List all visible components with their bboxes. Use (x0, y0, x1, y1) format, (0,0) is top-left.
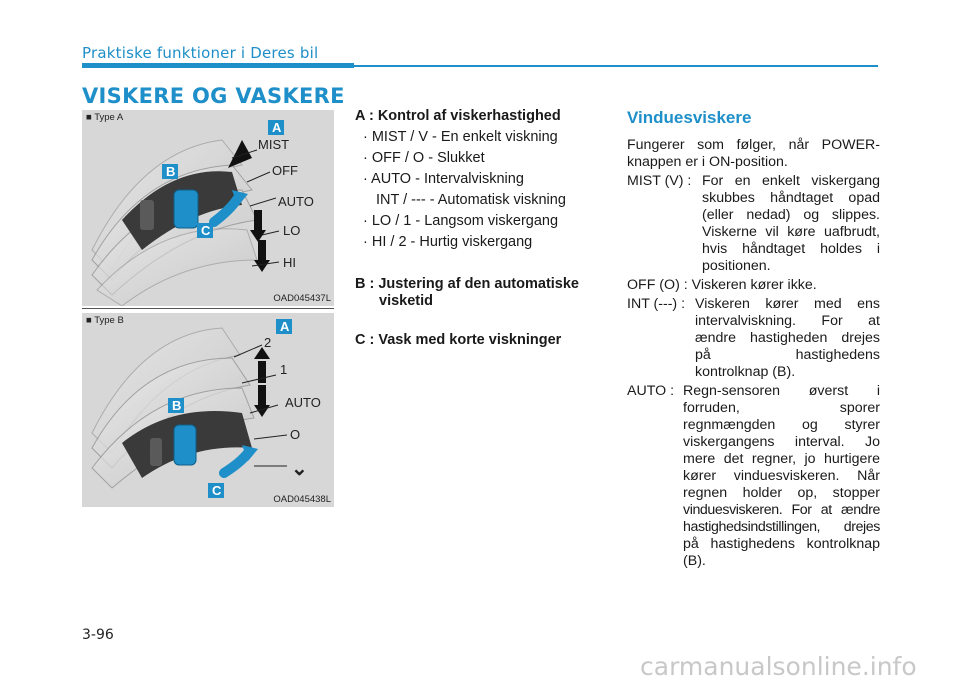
legend-item: · AUTO - Intervalviskning (363, 171, 524, 187)
legend-a-title: A : Kontrol af viskerhastighed (355, 108, 561, 124)
header-rule-thin (354, 65, 878, 67)
auto-line: regnen holder op, stopper (683, 485, 880, 501)
page-number: 3-96 (82, 627, 114, 643)
auto-line: (B). (683, 553, 706, 569)
legend-item: · MIST / V - En enkelt viskning (363, 129, 558, 145)
label-lo: LO (283, 223, 301, 238)
int-line: ændre hastigheden drejes (695, 330, 880, 346)
legend-item: · LO / 1 - Langsom viskergang (363, 213, 559, 229)
intro-line: Fungerer som følger, når POWER- (627, 137, 880, 153)
figure-type-b (82, 313, 334, 507)
auto-line: på hastighedens kontrolknap (683, 536, 880, 552)
int-line: på hastighedens (695, 347, 880, 363)
auto-line: vinduesviskeren. For at ændre (683, 502, 880, 518)
header-rule-thick (82, 63, 354, 68)
legend-item: · HI / 2 - Hurtig viskergang (363, 234, 533, 250)
label-auto-b: AUTO (285, 395, 321, 410)
figure-code: OAD045437L (273, 293, 331, 304)
auto-line: kører vinduesviskeren. Når (683, 468, 880, 484)
mist-line: For en enkelt viskergang (702, 173, 880, 189)
mist-line: skubbes håndtaget opad (702, 190, 880, 206)
figure-type-label: ■ Type A (86, 112, 124, 123)
legend-c-title: C : Vask med korte viskninger (355, 332, 562, 348)
label-off: OFF (272, 163, 298, 178)
mist-line: Viskerne vil køre uafbrudt, (702, 224, 880, 240)
figure-separator (82, 308, 334, 309)
mist-key: MIST (V) : (627, 173, 692, 189)
auto-line: mere det regner, jo hurtigere (683, 451, 880, 467)
label-1: 1 (280, 362, 288, 377)
mist-line: hvis håndtaget holdes i (702, 241, 880, 257)
running-header: Praktiske funktioner i Deres bil (82, 44, 319, 62)
figure-type-a (82, 110, 334, 306)
int-line: intervalviskning. For at (695, 313, 880, 329)
wiper-lever-illustration-a (82, 110, 334, 306)
watermark: carmanualsonline.info (640, 652, 917, 681)
label-down-chevron: ⌄ (291, 458, 308, 480)
svg-text:C: C (201, 223, 211, 238)
auto-line: hastighedsindstillingen, drejes (683, 519, 880, 535)
svg-text:B: B (172, 398, 182, 413)
auto-key: AUTO : (627, 383, 675, 399)
label-auto: AUTO (278, 194, 314, 209)
legend-b-title: B : Justering af den automatiske (355, 276, 579, 292)
legend-item: INT / --- - Automatisk viskning (376, 192, 566, 208)
label-hi: HI (283, 255, 296, 270)
figure-type-label: ■ Type B (86, 315, 124, 326)
int-line: kontrolknap (B). (695, 364, 796, 380)
auto-line: regnmængden og styrer (683, 417, 880, 433)
svg-text:C: C (212, 483, 222, 498)
off-line: OFF (O) : Viskeren kører ikke. (627, 277, 817, 293)
auto-line: Regn-sensoren øverst i (683, 383, 880, 399)
svg-text:A: A (280, 319, 290, 334)
legend-b-title-cont: visketid (379, 293, 433, 309)
section-title: VISKERE OG VASKERE (82, 84, 345, 108)
legend-item: · OFF / O - Slukket (363, 150, 485, 166)
svg-text:B: B (166, 164, 176, 179)
int-key: INT (---) : (627, 296, 686, 312)
mist-line: (eller nedad) og slippes. (702, 207, 880, 223)
auto-line: viskergangens interval. Jo (683, 434, 880, 450)
mist-line: positionen. (702, 258, 771, 274)
figure-code: OAD045438L (273, 494, 331, 505)
svg-text:A: A (272, 120, 282, 135)
auto-line: forruden, sporer (683, 400, 880, 416)
label-o: O (290, 427, 301, 442)
label-2: 2 (264, 335, 272, 350)
label-mist: MIST (258, 137, 290, 152)
subsection-title: Vinduesviskere (627, 108, 752, 127)
wiper-lever-illustration-b (82, 313, 334, 507)
intro-line: knappen er i ON-position. (627, 154, 788, 170)
int-line: Viskeren kører med ens (695, 296, 880, 312)
